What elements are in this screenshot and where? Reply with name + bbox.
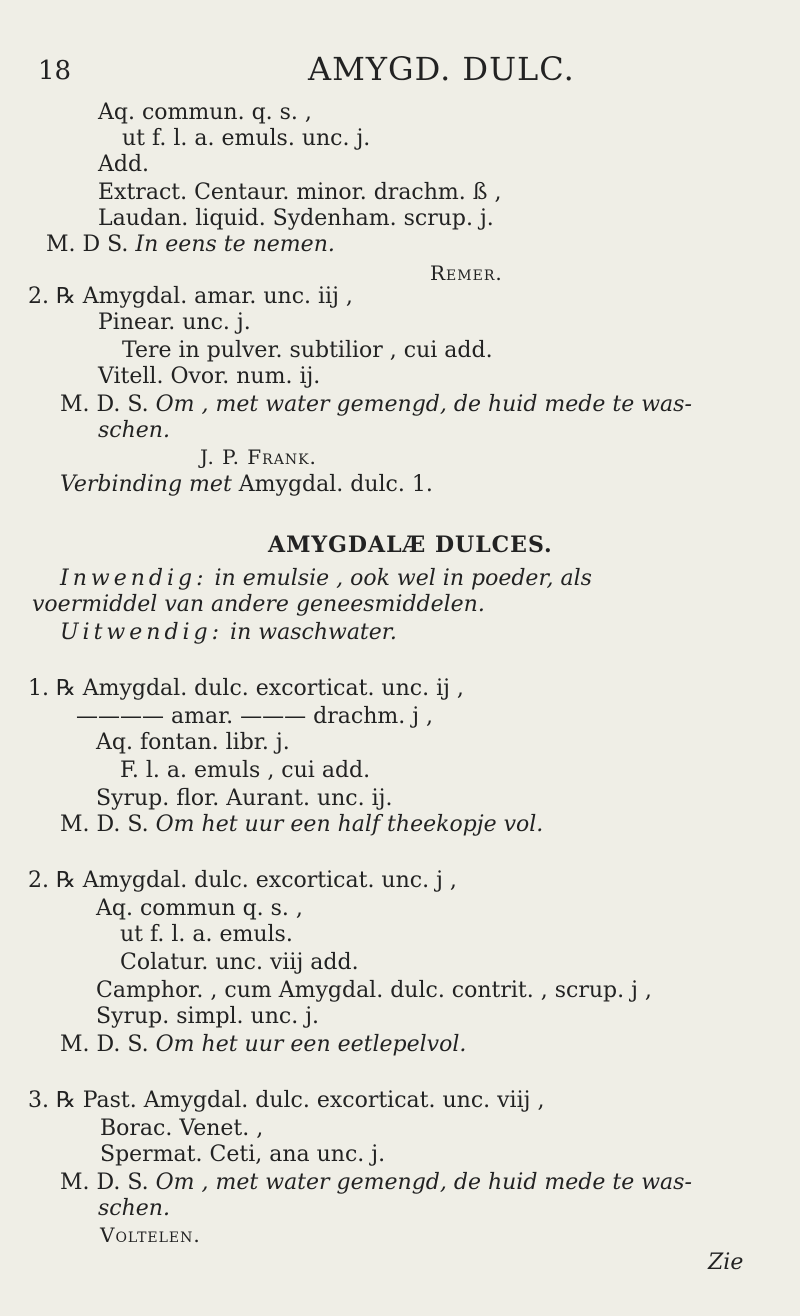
text-segment: Uitwendig:	[60, 620, 224, 645]
text-line	[76, 704, 433, 730]
text-segment: Borac. Venet. ,	[100, 1116, 264, 1141]
text-segment: 1. ℞ Amygdal. dulc. excorticat. unc. ij ,	[28, 676, 464, 701]
text-line	[28, 284, 353, 310]
text-segment: Voltelen.	[100, 1223, 201, 1247]
text-line	[32, 592, 485, 618]
text-line	[708, 1250, 743, 1276]
text-segment: Spermat. Ceti, ana unc. j.	[100, 1142, 386, 1167]
text-segment: schen.	[98, 1196, 170, 1221]
text-segment: Add.	[98, 152, 150, 177]
text-segment: Aq. commun q. s. ,	[96, 896, 303, 921]
text-segment: Extract. Centaur. minor. drachm. ß ,	[98, 180, 502, 205]
text-segment: Om het uur een half theekopje vol.	[155, 812, 544, 837]
text-segment: Syrup. flor. Aurant. unc. ij.	[96, 786, 393, 811]
text-segment: Colatur. unc. viij add.	[120, 950, 359, 975]
text-segment: 3. ℞ Past. Amygdal. dulc. excorticat. unc. viij ,	[28, 1088, 545, 1113]
text-segment: In eens te nemen.	[135, 232, 335, 257]
text-segment: in waschwater.	[223, 620, 397, 645]
text-line	[96, 730, 290, 756]
text-segment: in emulsie , ook wel in poeder, als	[207, 566, 592, 591]
text-segment: Syrup. simpl. unc. j.	[96, 1004, 320, 1029]
text-segment: schen.	[98, 418, 170, 443]
text-line	[96, 978, 652, 1004]
text-line	[96, 896, 303, 922]
text-segment: Camphor. , cum Amygdal. dulc. contrit. , scrup. j ,	[96, 978, 652, 1003]
text-line	[28, 868, 457, 894]
text-segment: M. D. S.	[60, 812, 156, 837]
text-segment: Inwendig:	[60, 566, 208, 591]
text-line	[120, 758, 370, 784]
text-segment: Remer.	[430, 261, 503, 285]
running-head: AMYGD. DULC.	[308, 50, 575, 88]
text-segment: Verbinding met	[60, 472, 239, 497]
text-line	[98, 152, 149, 178]
text-segment: ut f. l. a. emuls. unc. j.	[122, 126, 371, 151]
text-segment: J. P. Frank.	[200, 445, 317, 469]
text-line	[60, 472, 433, 498]
text-line	[60, 1170, 692, 1196]
text-line	[122, 126, 370, 152]
text-line	[98, 1196, 170, 1222]
text-segment: 2. ℞ Amygdal. amar. unc. iij ,	[28, 284, 353, 309]
text-line	[96, 1004, 319, 1030]
text-line	[46, 232, 335, 258]
text-line	[60, 812, 543, 838]
text-line	[268, 532, 553, 559]
text-segment: F. l. a. emuls , cui add.	[120, 758, 371, 783]
text-segment: ———— amar. ——— drachm. j ,	[76, 704, 434, 729]
text-segment: Pinear. unc. j.	[98, 310, 251, 335]
text-segment: 2. ℞ Amygdal. dulc. excorticat. unc. j ,	[28, 868, 457, 893]
text-segment: M. D. S.	[60, 1032, 156, 1057]
text-line	[28, 1088, 544, 1114]
text-segment: AMYGDALÆ DULCES.	[268, 532, 553, 558]
text-line	[28, 676, 464, 702]
text-line	[122, 338, 493, 364]
text-segment: Laudan. liquid. Sydenham. scrup. j.	[98, 206, 494, 231]
text-line	[430, 260, 503, 287]
text-segment: Zie	[708, 1250, 744, 1275]
text-line	[100, 1116, 263, 1142]
text-line	[98, 418, 170, 444]
text-segment: Aq. commun. q. s. ,	[98, 100, 312, 125]
text-line	[60, 392, 692, 418]
text-segment: voermiddel van andere geneesmiddelen.	[32, 592, 485, 617]
text-line	[98, 206, 494, 232]
text-line	[120, 950, 359, 976]
text-segment: Om het uur een eetlepelvol.	[155, 1032, 467, 1057]
text-segment: M. D. S.	[60, 1170, 156, 1195]
text-line	[60, 620, 397, 646]
text-segment: Aq. fontan. libr. j.	[96, 730, 290, 755]
text-line	[60, 1032, 466, 1058]
text-segment: Amygdal. dulc. 1.	[238, 472, 433, 497]
text-line	[98, 180, 501, 206]
text-segment: M. D S.	[46, 232, 136, 257]
text-segment: Tere in pulver. subtilior , cui add.	[122, 338, 493, 363]
text-line	[98, 364, 320, 390]
text-segment: M. D. S.	[60, 392, 156, 417]
text-line	[60, 566, 592, 592]
text-line	[100, 1222, 201, 1249]
text-line	[98, 310, 251, 336]
text-line	[120, 922, 293, 948]
text-line	[98, 100, 312, 126]
text-segment: Om , met water gemengd, de huid mede te was-	[155, 1170, 692, 1195]
text-line	[96, 786, 392, 812]
text-line	[200, 444, 317, 471]
text-segment: Vitell. Ovor. num. ij.	[98, 364, 321, 389]
text-line	[100, 1142, 385, 1168]
page-number: 18	[38, 56, 72, 86]
text-segment: Om , met water gemengd, de huid mede te was-	[155, 392, 692, 417]
text-segment: ut f. l. a. emuls.	[120, 922, 293, 947]
